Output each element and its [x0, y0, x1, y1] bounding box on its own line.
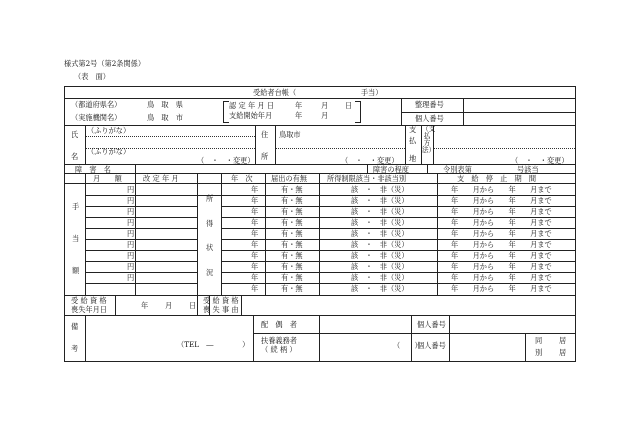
certified-date-label: 認 定 年 月 日 [229, 101, 275, 110]
disability-item-ref: 号該当 [517, 165, 539, 174]
supporter-paren: （ ） [393, 341, 422, 350]
loss-label-2: 喪 失 事 由 [203, 305, 239, 314]
residence-char-2: 居 [559, 348, 567, 357]
personal-number-label: 個人番号 [415, 114, 444, 123]
address-changed: （ ・ ・変更） [341, 156, 399, 165]
payment-start-month-unit: 月 [321, 111, 329, 120]
year-unit-5: 年 [251, 229, 259, 238]
residence-char-1: 居 [559, 336, 567, 345]
allowance-char-1: 手 [72, 202, 80, 211]
yen-7: 円 [127, 251, 135, 260]
yen-2: 円 [127, 196, 135, 205]
allowance-char-3: 額 [72, 266, 80, 275]
payment-char-1: 支 [409, 125, 417, 134]
report-value-4: 有・無 [281, 218, 303, 227]
suspension-value-9: 年 月から 年 月まで [451, 273, 552, 282]
year-unit-7: 年 [251, 251, 259, 260]
name-char-2: 名 [71, 152, 79, 161]
certified-month-unit: 月 [321, 101, 329, 110]
suspension-value-8: 年 月から 年 月まで [451, 262, 552, 271]
spouse-label: 配 偶 者 [261, 320, 297, 329]
name-furigana-2: （ふりがな） [87, 147, 131, 156]
income-char-1: 所 [206, 194, 214, 203]
suspension-value-4: 年 月から 年 月まで [451, 218, 552, 227]
yen-6: 円 [127, 240, 135, 249]
restriction-header: 所得制限該当・非該当別 [327, 174, 407, 183]
income-char-3: 状 [206, 243, 214, 252]
year-unit-1: 年 [251, 185, 259, 194]
certified-day-unit: 日 [345, 101, 353, 110]
suspension-value-5: 年 月から 年 月まで [451, 229, 552, 238]
restriction-value-10: 該 ・ 非（災） [351, 284, 409, 293]
address-char-1: 住 [261, 130, 269, 139]
loss-label-1: 受 給 資 格 [203, 296, 239, 305]
form-side: （表 面） [74, 72, 110, 81]
ledger-form [64, 86, 576, 362]
suspension-value-1: 年 月から 年 月まで [451, 185, 552, 194]
yen-9: 円 [127, 273, 135, 282]
restriction-value-7: 該 ・ 非（災） [351, 251, 409, 260]
year-unit-10: 年 [251, 284, 259, 293]
report-header: 届出の有無 [271, 174, 307, 183]
supporter-label-1: 扶養義務者 [261, 336, 297, 345]
year-unit-6: 年 [251, 240, 259, 249]
report-value-6: 有・無 [281, 240, 303, 249]
suspension-value-6: 年 月から 年 月まで [451, 240, 552, 249]
payment-method: （支払方法） [422, 125, 436, 154]
year-unit-9: 年 [251, 273, 259, 282]
name-furigana-1: （ふりがな） [87, 126, 131, 135]
restriction-value-6: 該 ・ 非（災） [351, 240, 409, 249]
report-value-8: 有・無 [281, 262, 303, 271]
form-title: 受給者台帳（ 手当） [253, 88, 383, 97]
remarks-char-2: 考 [71, 344, 79, 353]
report-value-5: 有・無 [281, 229, 303, 238]
allowance-char-2: 当 [72, 234, 80, 243]
income-char-4: 況 [206, 268, 214, 277]
suspension-value-10: 年 月から 年 月まで [451, 284, 552, 293]
remarks-tel: （TEL ― ） [177, 340, 250, 349]
acquired-year-unit: 年 [141, 301, 149, 310]
yen-5: 円 [127, 229, 135, 238]
report-value-10: 有・無 [281, 284, 303, 293]
name-changed: （ ・ ・変更） [197, 156, 255, 165]
year-unit-2: 年 [251, 196, 259, 205]
year-header: 年 次 [231, 174, 253, 183]
restriction-value-2: 該 ・ 非（災） [351, 196, 409, 205]
report-value-7: 有・無 [281, 251, 303, 260]
restriction-value-4: 該 ・ 非（災） [351, 218, 409, 227]
address-value: 鳥取市 [279, 130, 301, 139]
remarks-char-1: 備 [71, 322, 79, 331]
restriction-value-8: 該 ・ 非（災） [351, 262, 409, 271]
suspension-value-7: 年 月から 年 月まで [451, 251, 552, 260]
payment-start-label: 支給開始年月 [229, 111, 273, 120]
year-unit-3: 年 [251, 207, 259, 216]
disability-degree-label: 障害の程度 [373, 165, 409, 174]
address-char-2: 所 [261, 152, 269, 161]
agency-value: 鳥 取 市 [147, 113, 183, 122]
agency-label: （実施機関名） [71, 113, 122, 122]
cohabit-char-2: 別 [535, 348, 543, 357]
restriction-value-9: 該 ・ 非（災） [351, 273, 409, 282]
form-number: 様式第2号（第2条関係） [64, 59, 146, 68]
restriction-value-5: 該 ・ 非（災） [351, 229, 409, 238]
report-value-2: 有・無 [281, 196, 303, 205]
acquired-label-2: 喪失年月日 [71, 305, 107, 314]
payment-start-year-unit: 年 [295, 111, 303, 120]
acquired-label-1: 受 給 資 格 [71, 296, 107, 305]
report-value-9: 有・無 [281, 273, 303, 282]
disability-table-ref: 令別表第 [443, 165, 472, 174]
report-value-1: 有・無 [281, 185, 303, 194]
year-unit-8: 年 [251, 262, 259, 271]
certified-year-unit: 年 [295, 101, 303, 110]
ref-number-label: 整理番号 [415, 100, 444, 109]
name-char-1: 氏 [71, 130, 79, 139]
yen-1: 円 [127, 185, 135, 194]
revision-header: 改 定 年 月 [143, 174, 179, 183]
acquired-day-unit: 日 [189, 301, 197, 310]
disability-name-label: 障 害 名 [75, 165, 111, 174]
restriction-value-1: 該 ・ 非（災） [351, 185, 409, 194]
year-unit-4: 年 [251, 218, 259, 227]
payment-char-3: 地 [409, 154, 417, 163]
yen-3: 円 [127, 207, 135, 216]
prefecture-label: （都道府県名） [71, 100, 122, 109]
acquired-month-unit: 月 [165, 301, 173, 310]
supporter-personal-number-label: 個人番号 [417, 341, 446, 350]
supporter-label-2: （ 続 柄 ） [261, 345, 297, 354]
income-char-2: 得 [206, 219, 214, 228]
suspension-value-2: 年 月から 年 月まで [451, 196, 552, 205]
suspension-header: 支 給 停 止 期 間 [457, 174, 537, 183]
payment-changed: （ ・ ・変更） [511, 156, 569, 165]
restriction-value-3: 該 ・ 非（災） [351, 207, 409, 216]
report-value-3: 有・無 [281, 207, 303, 216]
monthly-amount-header: 月 額 [93, 174, 122, 183]
cohabit-char-1: 同 [535, 336, 543, 345]
yen-8: 円 [127, 262, 135, 271]
suspension-value-3: 年 月から 年 月まで [451, 207, 552, 216]
spouse-personal-number-label: 個人番号 [417, 320, 446, 329]
payment-char-2: 払 [409, 136, 417, 145]
prefecture-value: 鳥 取 県 [147, 100, 183, 109]
yen-4: 円 [127, 218, 135, 227]
